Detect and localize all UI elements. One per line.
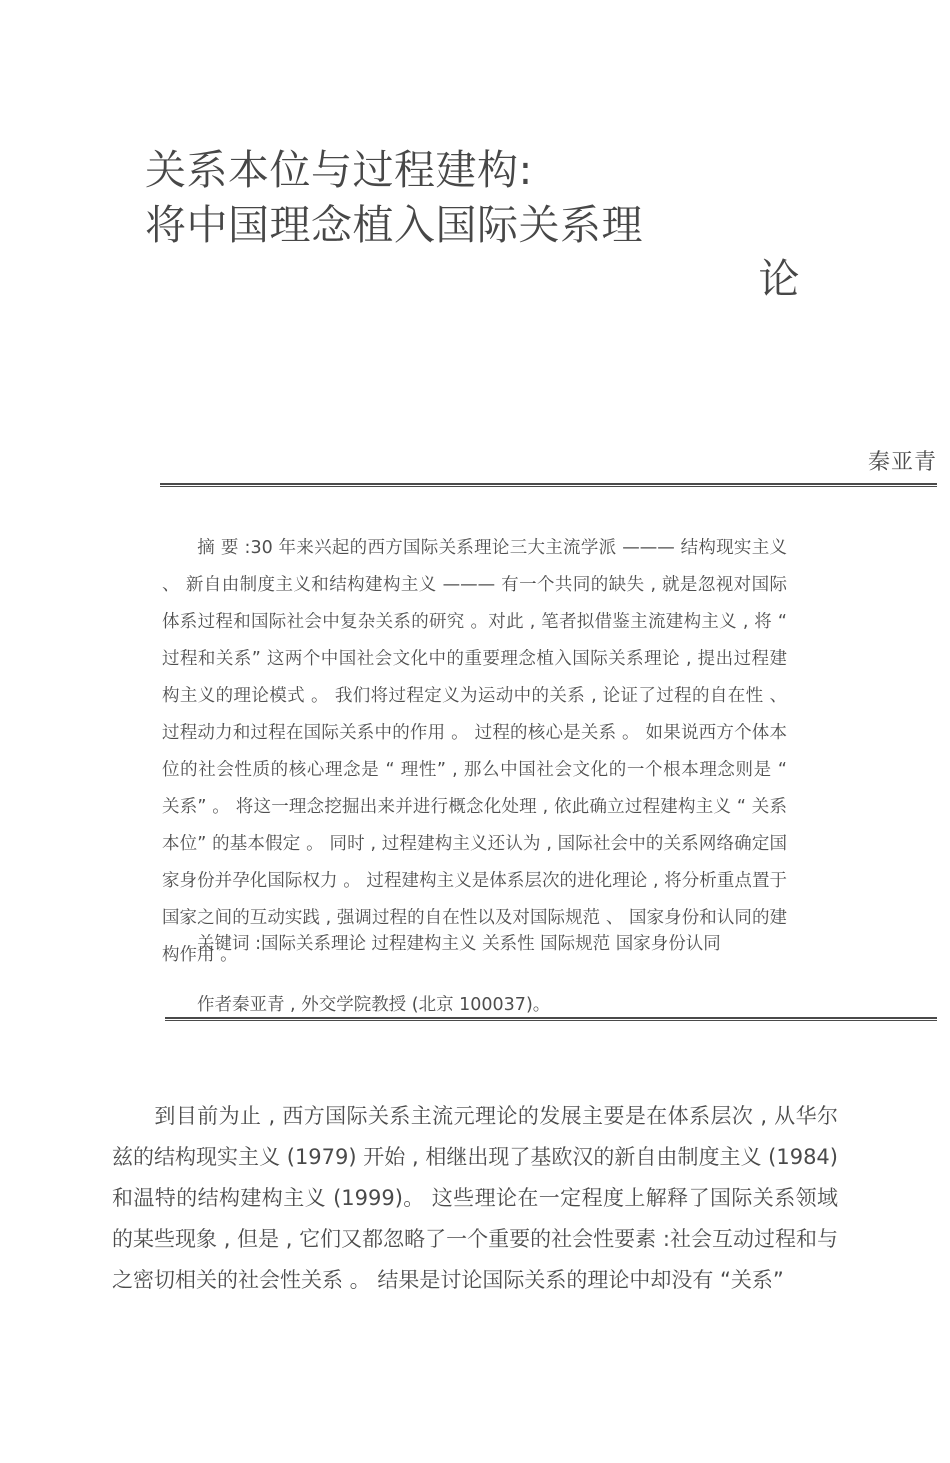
- header-divider-bottom: [165, 1017, 937, 1022]
- header-divider-top: [160, 483, 937, 488]
- keywords-label: 关键词 :: [197, 934, 261, 954]
- abstract-block: [162, 530, 787, 974]
- keywords-terms: 国际关系理论 过程建构主义 关系性 国际规范 国家身份认同: [260, 934, 721, 954]
- body-text-block: [112, 1096, 838, 1301]
- abstract-paragraph: [162, 530, 787, 974]
- keywords-block: [162, 928, 787, 960]
- abstract-text: 30 年来兴起的西方国际关系理论三大主流学派 ——— 结构现实主义 、 新自由制度主义和结构建构主义 ——— 有一个共同的缺失 , 就是忽视对国际体系过程和国际社会中复杂关系的研究 。对此 , 笔者拟借鉴主流建构主义 , 将 “ 过程和关系” 这两个中国社会文化中的重要理念植入国际关系理论 , 提出过程建构主义的理论模式 。 我们将过程定义为运动中的关系 , 论证了过程的自在性 、 过程动力和过程在国际关系中的作用 。 过程的核心是关系 。 如果说西方个体本位的社会性质的核心理念是 “ 理性” , 那么中国社会文化的一个根本理念则是 “ 关系” 。 将这一理念挖掘出来并进行概念化处理 , 依此确立过程建构主义 “ 关系本位” 的基本假定 。 同时 , 过程建构主义还认为 , 国际社会中的关系网络确定国家身份并孕化国际权力 。 过程建构主义是体系层次的进化理论 , 将分析重点置于国家之间的互动实践 , 强调过程的自在性以及对国际规范 、 国家身份和认同的建构作用 。: [162, 538, 787, 965]
- divider-thin-line: [160, 486, 937, 487]
- title-line-3: 论: [758, 255, 800, 304]
- page-title: [140, 143, 800, 307]
- divider-thin-line: [165, 1020, 937, 1021]
- author-byline: 秦亚青: [867, 450, 937, 475]
- author-affiliation: [162, 992, 862, 1018]
- title-line-1: 关系本位与过程建构:: [145, 146, 533, 194]
- title-line-2: 将中国理念植入国际关系理: [145, 200, 643, 249]
- abstract-label: 摘 要 :: [197, 538, 251, 558]
- affiliation-text: 作者秦亚青 , 外交学院教授 (北京 100037)。: [197, 995, 551, 1015]
- body-paragraph: [112, 1096, 838, 1301]
- body-paragraph-text: 到目前为止 , 西方国际关系主流元理论的发展主要是在体系层次 , 从华尔兹的结构现实主义 (1979) 开始 , 相继出现了基欧汉的新自由制度主义 (1984) 和温特的结构建构主义 (1999)。 这些理论在一定程度上解释了国际关系领域的某些现象 , 但是 , 它们又都忽略了一个重要的社会性要素 :社会互动过程和与之密切相关的社会性关系 。 结果是讨论国际关系的理论中却没有 “关系”: [112, 1104, 838, 1292]
